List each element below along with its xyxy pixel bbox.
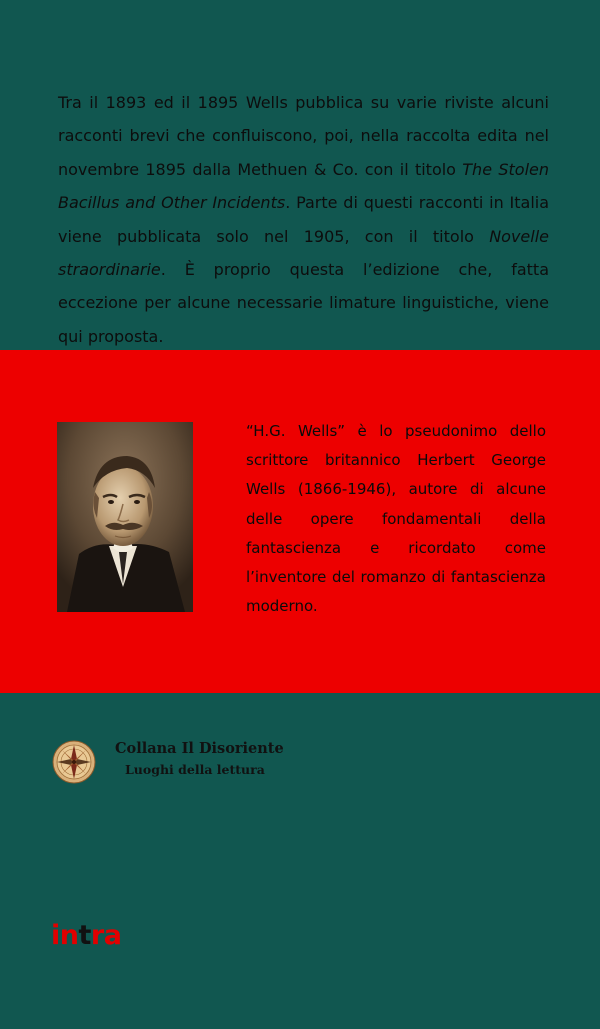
logo-part-3: ra — [90, 920, 122, 951]
blurb-text-3: . È proprio questa l’edizione che, fatta eccezione per alcune necessarie limature linguistiche, viene qui proposta. — [58, 260, 549, 346]
back-cover-blurb — [58, 86, 549, 353]
portrait-photo — [57, 422, 193, 612]
compass-rose-icon — [52, 740, 96, 784]
logo-part-1: in — [51, 920, 79, 951]
blurb-paragraph — [58, 86, 549, 353]
author-bio-text: “H.G. Wells” è lo pseudonimo dello scrittore britannico Herbert George Wells (1866-1946), autore di alcune delle opere fondamentali della fantascienza e ricordato come l’inventore del romanzo di fantascienza moderno. — [246, 422, 546, 616]
blurb-text-1: Tra il 1893 ed il 1895 Wells pubblica su varie riviste alcuni racconti brevi che confluiscono, poi, nella raccolta edita nel novembre 1895 dalla Methuen & Co. con il titolo — [58, 93, 549, 179]
series-subtitle: Luoghi della lettura — [125, 762, 265, 777]
publisher-logo — [51, 918, 121, 954]
top-section — [0, 0, 600, 350]
blurb-book-title-english: The Stolen Bacillus and Other Incidents — [58, 159, 549, 213]
blurb-text-2: . Parte di questi racconti in Italia viene pubblicata solo nel 1905, con il titolo — [58, 193, 550, 246]
logo-part-2: t — [78, 920, 91, 951]
author-portrait — [57, 422, 193, 612]
author-bio — [246, 417, 546, 621]
blurb-book-title-italian: Novelle straordinarie — [58, 226, 549, 280]
series-title: Collana Il Disoriente — [115, 740, 284, 757]
